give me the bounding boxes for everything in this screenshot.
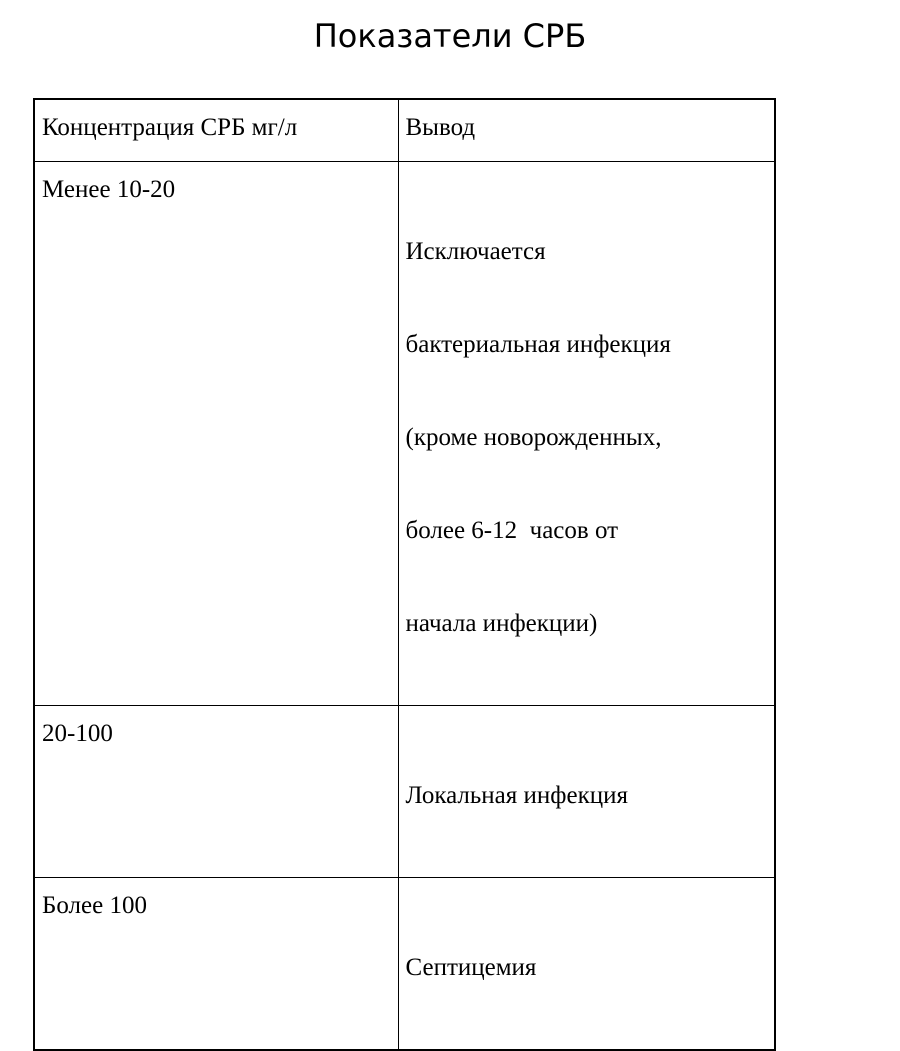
cell-concentration: 20-100: [34, 706, 398, 878]
conclusion-line: Локальная инфекция: [405, 782, 628, 809]
conclusion-line: бактериальная инфекция: [405, 331, 671, 358]
conclusion-line: Исключается: [405, 238, 546, 265]
cell-conclusion: [398, 162, 775, 706]
cell-concentration: Более 100: [34, 878, 398, 1051]
table-row: [34, 162, 775, 706]
header-conclusion: Вывод: [398, 99, 775, 162]
table-row: [34, 878, 775, 1051]
cell-conclusion: [398, 706, 775, 878]
table-header-row: [34, 99, 775, 162]
conclusion-line: начала инфекции): [405, 610, 598, 637]
table-row: [34, 706, 775, 878]
cell-concentration: Менее 10-20: [34, 162, 398, 706]
header-concentration: Концентрация СРБ мг/л: [34, 99, 398, 162]
conclusion-line: Септицемия: [405, 954, 537, 981]
conclusion-line: (кроме новорожденных,: [405, 424, 662, 451]
crp-table: [33, 98, 776, 1051]
cell-conclusion: [398, 878, 775, 1051]
conclusion-line: более 6-12 часов от: [405, 517, 619, 544]
slide-title: Показатели СРБ: [313, 17, 587, 55]
